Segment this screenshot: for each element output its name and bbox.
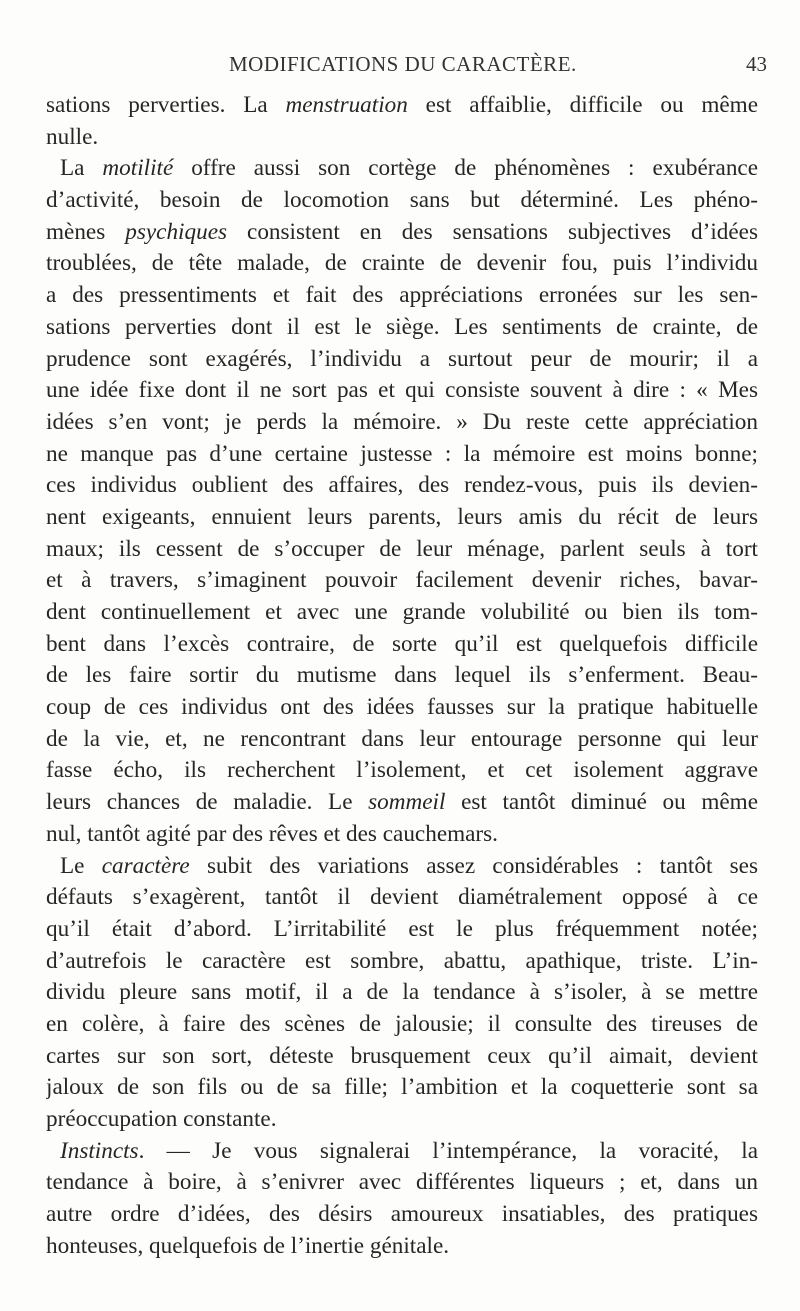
text-line xyxy=(46,914,758,946)
italic-term: sommeil xyxy=(368,789,446,816)
text-run: leurs chances de maladie. Le xyxy=(46,789,369,816)
text-run: jaloux de son fils ou de sa fille; l’ambition et la coquetterie sont sa xyxy=(46,1074,758,1101)
text-line xyxy=(46,1009,758,1041)
italic-term: psychiques xyxy=(125,218,228,245)
text-line xyxy=(46,597,758,629)
text-run: honteuses, quelquefois de l’inertie génitale. xyxy=(46,1232,450,1259)
text-run: offre aussi son cortège de phénomènes : exubérance xyxy=(173,155,758,182)
text-run: de les faire sortir du mutisme dans lequel ils s’enferment. Beau- xyxy=(46,662,758,689)
text-line xyxy=(46,534,758,566)
italic-term: menstruation xyxy=(285,92,408,118)
italic-term: Instincts xyxy=(60,1137,139,1164)
text-line xyxy=(46,1072,758,1104)
text-line xyxy=(46,660,758,692)
text-run: cartes sur son sort, déteste brusquement ceux qu’il aimait, devient xyxy=(46,1042,758,1069)
text-run: autre ordre d’idées, des désirs amoureux insatiables, des pratiques xyxy=(46,1201,758,1228)
text-line xyxy=(46,692,758,724)
text-run: a des pressentiments et fait des appréciations erronées sur les sen- xyxy=(46,282,758,309)
text-run: nent exigeants, ennuient leurs parents, leurs amis du récit de leurs xyxy=(46,503,758,530)
text-run: La xyxy=(60,155,103,182)
text-line xyxy=(46,248,758,280)
text-line xyxy=(46,185,758,217)
text-line xyxy=(46,1167,758,1199)
text-run: défauts s’exagèrent, tantôt il devient diamétralement opposé à ce xyxy=(46,884,758,911)
text-run: ces individus oublient des affaires, des rendez-vous, puis ils devien- xyxy=(46,472,758,499)
text-line xyxy=(46,946,758,978)
text-line xyxy=(46,1104,758,1136)
text-run: bent dans l’excès contraire, de sorte qu’il est quelquefois difficile xyxy=(46,630,758,657)
text-run: tendance à boire, à s’enivrer avec différentes liqueurs ; et, dans un xyxy=(46,1169,758,1196)
text-line xyxy=(46,724,758,756)
text-run: d’activité, besoin de locomotion sans but déterminé. Les phéno- xyxy=(46,187,758,214)
text-run: qu’il était d’abord. L’irritabilité est le plus fréquemment notée; xyxy=(46,915,758,942)
text-run: nul, tantôt agité par des rêves et des cauchemars. xyxy=(46,820,498,847)
text-line xyxy=(46,122,758,154)
text-line xyxy=(46,977,758,1009)
italic-term: motilité xyxy=(102,155,174,182)
text-run: dividu pleure sans motif, il a de la tendance à s’isoler, à se mettre xyxy=(46,979,758,1006)
body-text xyxy=(46,90,758,1262)
text-line xyxy=(46,1231,758,1263)
text-run: troublées, de tête malade, de crainte de devenir fou, puis l’individu xyxy=(46,250,758,277)
text-run: de la vie, et, ne rencontrant dans leur entourage personne qui leur xyxy=(46,725,758,752)
text-run: subit des variations assez considérables : tantôt ses xyxy=(189,852,758,879)
text-line xyxy=(46,819,758,851)
text-line xyxy=(46,217,758,249)
text-run: en colère, à faire des scènes de jalousie; il consulte des tireuses de xyxy=(46,1010,758,1037)
text-line xyxy=(46,280,758,312)
text-line xyxy=(46,755,758,787)
text-run: nulle. xyxy=(46,123,99,150)
text-line xyxy=(46,1199,758,1231)
text-run: dent continuellement et avec une grande volubilité ou bien ils tom- xyxy=(46,599,758,625)
text-run: Le xyxy=(60,852,102,879)
text-line xyxy=(46,629,758,661)
text-run: est tantôt diminué ou même xyxy=(445,789,758,816)
text-run: préoccupation constante. xyxy=(46,1106,277,1132)
text-run: d’autrefois le caractère est sombre, abattu, apathique, triste. L’in- xyxy=(46,947,758,974)
text-line xyxy=(46,1136,758,1168)
text-line xyxy=(46,90,758,122)
text-line xyxy=(46,344,758,376)
text-line xyxy=(46,470,758,502)
page-number: 43 xyxy=(746,52,767,76)
running-title: MODIFICATIONS DU CARACTÈRE. xyxy=(229,52,577,76)
text-run: prudence sont exagérés, l’individu a surtout peur de mourir; il a xyxy=(46,345,758,372)
text-run: coup de ces individus ont des idées fausses sur la pratique habituelle xyxy=(46,694,758,721)
text-line xyxy=(46,375,758,407)
text-line xyxy=(46,153,758,185)
text-run: est affaiblie, difficile ou même xyxy=(407,92,758,118)
text-line xyxy=(46,502,758,534)
text-line xyxy=(46,1041,758,1073)
text-run: sations perverties. La xyxy=(46,92,286,118)
text-run: ne manque pas d’une certaine justesse : la mémoire est moins bonne; xyxy=(46,440,758,467)
text-line xyxy=(46,407,758,439)
text-run: maux; ils cessent de s’occuper de leur ménage, parlent seuls à tort xyxy=(46,535,758,562)
text-run: consistent en des sensations subjectives d’idées xyxy=(227,218,758,245)
text-line xyxy=(46,312,758,344)
text-run: idées s’en vont; je perds la mémoire. » Du reste cette appréciation xyxy=(46,408,758,435)
text-line xyxy=(46,439,758,471)
text-run: et à travers, s’imaginent pouvoir facilement devenir riches, bavar- xyxy=(46,567,758,594)
text-line xyxy=(46,565,758,597)
text-line xyxy=(46,882,758,914)
text-run: mènes xyxy=(46,218,126,245)
text-run: une idée fixe dont il ne sort pas et qui consiste souvent à dire : « Mes xyxy=(46,377,758,404)
text-run: fasse écho, ils recherchent l’isolement, et cet isolement aggrave xyxy=(46,757,758,784)
text-line xyxy=(46,787,758,819)
text-run: . — Je vous signalerai l’intempérance, la voracité, la xyxy=(138,1137,758,1164)
text-line xyxy=(46,851,758,883)
text-run: sations perverties dont il est le siège. Les sentiments de crainte, de xyxy=(46,313,758,340)
italic-term: caractère xyxy=(101,852,190,879)
